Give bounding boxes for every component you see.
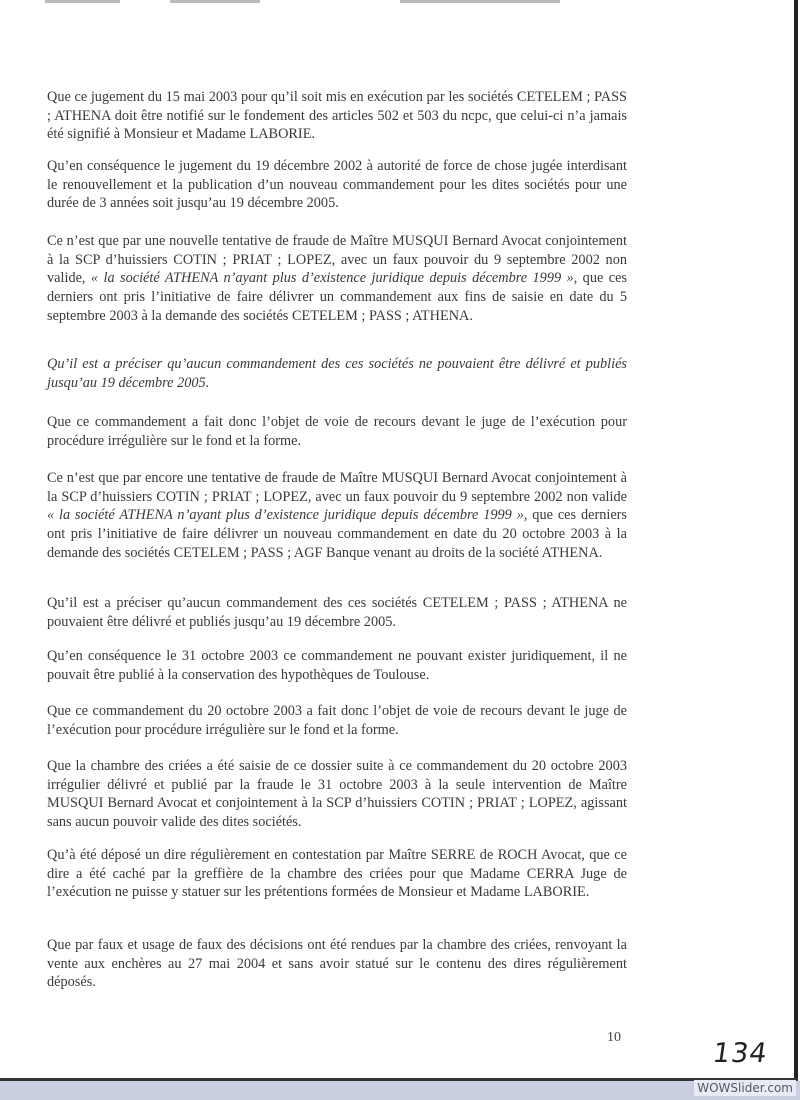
italic-quote: « la société ATHENA n’ayant plus d’existence juridique depuis décembre 1999 »	[90, 270, 574, 287]
paragraph-text: Ce n’est que par encore une tentative de fraude de Maître MUSQUI Bernard Avocat conjointement à la SCP d’huissiers COTIN ; PRIAT ; LOPEZ, avec un faux pouvoir du 9 septembre 2002 non valide	[47, 470, 627, 505]
paragraph-6	[47, 469, 627, 563]
paragraph-5	[47, 413, 627, 450]
paragraph-text: Que la chambre des criées a été saisie de ce dossier suite à ce commandement du 20 octobre 2003 irrégulier délivré et publié par la fraude le 31 octobre 2003 à la seule intervention de Maître MUSQUI Bernard Avocat et conjointement à la SCP d’huissiers COTIN ; PRIAT ; LOPEZ, agissant sans aucun pouvoir valide des dites sociétés.	[47, 758, 627, 831]
paragraph-text: Que ce commandement a fait donc l’objet de voie de recours devant le juge de l’exécution pour procédure irrégulière sur le fond et la forme.	[47, 414, 627, 449]
paragraph-text: , que ces derniers ont pris l’initiative de faire délivrer un nouveau commandement en date du 20 octobre 2003 à la demande des sociétés CETELEM ; PASS ; AGF Banque venant au droits de la société ATHENA.	[47, 507, 627, 561]
paragraph-text: Qu’il est a préciser qu’aucun commandement des ces sociétés CETELEM ; PASS ; ATHENA ne pouvaient être délivré et publiés jusqu’au 19 décembre 2005.	[47, 595, 627, 630]
paragraph-text: Que par faux et usage de faux des décisions ont été rendues par la chambre des criées, renvoyant la vente aux enchères au 27 mai 2004 et sans avoir statué sur le contenu des dires régulièrement déposés.	[47, 937, 627, 991]
page-number: 10	[607, 1030, 621, 1045]
paragraph-11	[47, 846, 627, 902]
paragraph-10	[47, 757, 627, 832]
fax-header-line	[20, 0, 740, 10]
paragraph-text: Qu’en conséquence le 31 octobre 2003 ce commandement ne pouvant exister juridiquement, il ne pouvait être publié à la conservation des hypothèques de Toulouse.	[47, 648, 627, 683]
paragraph-2	[47, 157, 627, 213]
paragraph-9	[47, 702, 627, 739]
handwritten-page-number: 134	[710, 1038, 770, 1069]
paragraph-4	[47, 355, 627, 392]
watermark: WOWSlider.com	[694, 1080, 796, 1096]
paragraph-8	[47, 647, 627, 684]
frame-border-right	[794, 0, 798, 1080]
paragraph-text: Qu’en conséquence le jugement du 19 décembre 2002 à autorité de force de chose jugée interdisant le renouvellement et la publication d’un nouveau commandement pour les dites sociétés pour une durée de 3 années soit jusqu’au 19 décembre 2005.	[47, 158, 627, 212]
paragraph-text: Que ce jugement du 15 mai 2003 pour qu’il soit mis en exécution par les sociétés CETELEM ; PASS ; ATHENA doit être notifié sur le fondement des articles 502 et 503 du ncpc, que celui-ci n’a jamais été signifié à Monsieur et Madame LABORIE.	[47, 89, 627, 143]
italic-quote: « la société ATHENA n’ayant plus d’existence juridique depuis décembre 1999 »	[47, 507, 524, 524]
paragraph-text: Que ce commandement du 20 octobre 2003 a fait donc l’objet de voie de recours devant le juge de l’exécution pour procédure irrégulière sur le fond et la forme.	[47, 703, 627, 738]
paragraph-12	[47, 936, 627, 992]
paragraph-7	[47, 594, 627, 631]
paragraph-1	[47, 88, 627, 144]
paragraph-3	[47, 232, 627, 326]
paragraph-text: Ce n’est que par une nouvelle tentative de fraude de Maître MUSQUI Bernard Avocat conjointement à la SCP d’huissiers COTIN ; PRIAT ; LOPEZ, avec un faux pouvoir du 9 septembre 2002 non valide,	[47, 233, 627, 287]
frame-background	[0, 1081, 800, 1100]
paragraph-text: , que ces derniers ont pris l’initiative de faire délivrer un commandement aux fins de saisie en date du 5 septembre 2003 à la demande des sociétés CETELEM ; PASS ; ATHENA.	[47, 270, 627, 324]
italic-paragraph-text: Qu’il est a préciser qu’aucun commandement des ces sociétés ne pouvaient être délivré et publiés jusqu’au 19 décembre 2005.	[47, 356, 627, 391]
paragraph-text: Qu’à été déposé un dire régulièrement en contestation par Maître SERRE de ROCH Avocat, que ce dire a été caché par la greffière de la chambre des criées pour que Madame CERRA Juge de l’exécution ne puisse y statuer sur les prétentions formées de Monsieur et Madame LABORIE.	[47, 847, 627, 901]
